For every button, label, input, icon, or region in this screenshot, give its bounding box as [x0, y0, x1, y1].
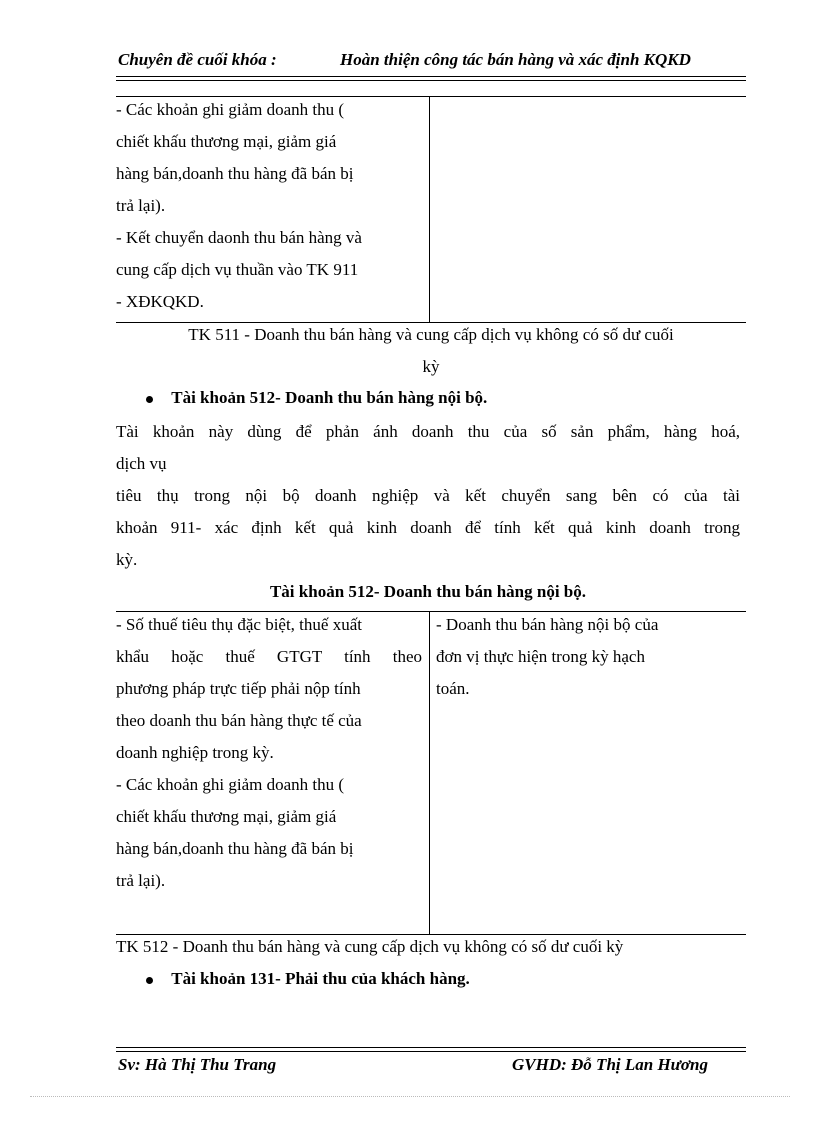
footer-student-name: Sv: Hà Thị Thu Trang	[118, 1055, 277, 1074]
table2-left-line: - Các khoản ghi giảm doanh thu (	[116, 775, 345, 794]
table1-footer-line1: TK 511 - Doanh thu bán hàng và cung cấp dịch vụ không có số dư cuối	[188, 325, 674, 344]
table1-left-cell	[116, 94, 422, 318]
table1-line: trả lại).	[116, 196, 166, 215]
table2-divider	[429, 611, 430, 934]
table2-left-line: khẩu hoặc thuế GTGT tính theo	[116, 647, 422, 666]
bullet-icon	[146, 977, 153, 984]
table1-line: - XĐKQKD.	[116, 292, 204, 311]
paragraph-line: Tài khoản này dùng để phản ánh doanh thu của số sản phẩm, hàng hoá,	[116, 422, 740, 441]
table2-left-line: hàng bán,doanh thu hàng đã bán bị	[116, 839, 354, 858]
header-rule-top	[116, 76, 746, 77]
table1-divider	[429, 96, 430, 322]
table2-left-line: trả lại).	[116, 871, 166, 890]
footer-rule-top	[116, 1047, 746, 1048]
table2-left-line: - Số thuế tiêu thụ đặc biệt, thuế xuất	[116, 615, 362, 634]
table2-title: Tài khoản 512- Doanh thu bán hàng nội bộ.	[269, 582, 587, 601]
footer-rule-bottom	[116, 1051, 746, 1052]
table2-left-line: doanh nghiệp trong kỳ.	[116, 743, 274, 762]
bullet-text: Tài khoản 131- Phải thu của khách hàng.	[171, 969, 470, 988]
bullet-item-tk131	[146, 969, 470, 989]
footer-supervisor-name: GVHD: Đỗ Thị Lan Hương	[512, 1055, 708, 1074]
table1-line: cung cấp dịch vụ thuần vào TK 911	[116, 260, 359, 279]
table1-line: chiết khấu thương mại, giảm giá	[116, 132, 337, 151]
table2-left-line: chiết khấu thương mại, giảm giá	[116, 807, 337, 826]
paragraph-line: tiêu thụ trong nội bộ doanh nghiệp và kết chuyển sang bên có của tài	[116, 486, 740, 505]
paragraph-line: khoản 911- xác định kết quả kinh doanh để tính kết quả kinh doanh trong	[116, 518, 740, 537]
table1-footer-line2: kỳ	[422, 357, 440, 376]
table1-line: hàng bán,doanh thu hàng đã bán bị	[116, 164, 354, 183]
table2-right-line: - Doanh thu bán hàng nội bộ của	[436, 615, 659, 634]
table1-line: - Kết chuyển daonh thu bán hàng và	[116, 228, 362, 247]
table2-left-line: phương pháp trực tiếp phải nộp tính	[116, 679, 361, 698]
paragraph-line: dịch vụ	[116, 454, 167, 473]
table1-line: - Các khoản ghi giảm doanh thu (	[116, 100, 345, 119]
header-title: Hoàn thiện công tác bán hàng và xác định KQKD	[340, 50, 691, 69]
table2-left-cell	[116, 609, 422, 897]
header-rule-bottom	[116, 80, 746, 81]
header-topic-label: Chuyên đề cuối khóa :	[118, 50, 277, 69]
page-edge-divider	[30, 1096, 790, 1097]
bullet-item-tk512	[146, 388, 487, 408]
description-paragraph	[116, 416, 740, 576]
table2-right-cell	[436, 609, 742, 705]
table2-left-line: theo doanh thu bán hàng thực tế của	[116, 711, 362, 730]
table2-right-line: đơn vị thực hiện trong kỳ hạch	[436, 647, 645, 666]
bullet-text: Tài khoản 512- Doanh thu bán hàng nội bộ.	[171, 388, 488, 407]
table2-right-line: toán.	[436, 679, 470, 698]
bullet-icon	[146, 396, 153, 403]
paragraph-line: kỳ.	[116, 550, 138, 569]
table2-footer-line: TK 512 - Doanh thu bán hàng và cung cấp dịch vụ không có số dư cuối kỳ	[116, 937, 624, 956]
